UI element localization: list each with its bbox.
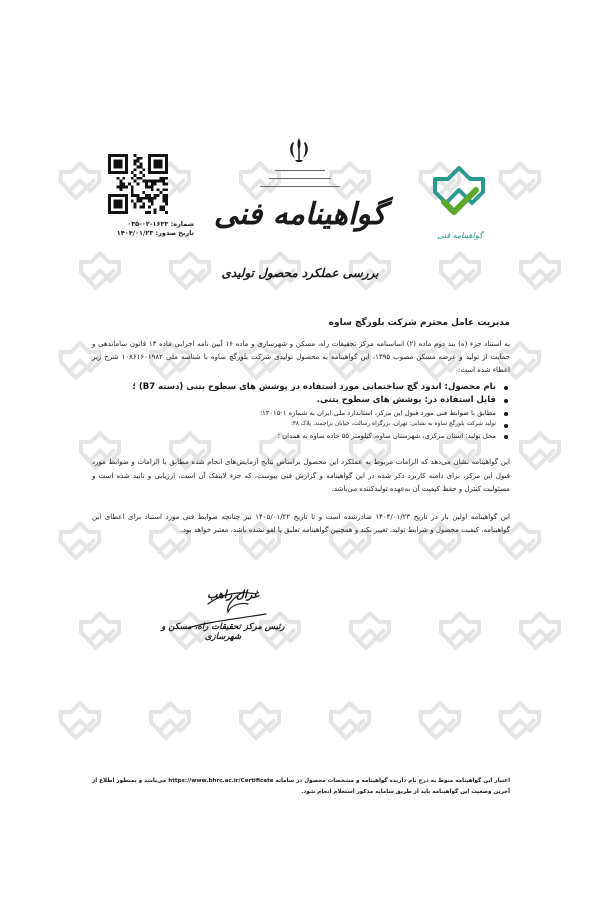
list-item-address: تولید شرکت بلورگچ ساوه به نشانی: تهران، بزرگراه رسالت، خیابان بزاجمند، پلاک ۳۸؛ bbox=[92, 419, 510, 430]
intro-paragraph: به استناد جزء (ه) بند دوم ماده (۲) اساسنامه مرکز تحقیقات راه، مسکن و شهرسازی و ماده ۱۶ آیین نامه اجرایی ماده ۱۴ قانون ساماندهی و حمایت از تولید و عرضه مسکن مصوب ۱۳۹۵، این گواهینامه به محصول تولیدی شرکت بلورگچ ساوه با شناسه ملی ۱۰۸۶۱۶۰۱۹۸۲ شرح زیر اعطاء شده است: bbox=[92, 340, 511, 374]
salutation: مدیریت عامل محترم شرکت بلورگچ ساوه bbox=[328, 318, 510, 328]
watermark-logo-icon bbox=[517, 430, 563, 476]
watermark-logo-icon bbox=[77, 610, 123, 656]
list-item-production-site: محل تولید: استان مرکزی، شهرستان ساوه، کیلومتر ۵۵ جاده ساوه به همدان ؛ bbox=[92, 430, 510, 442]
list-item-product-name: نام محصول: اندود گچ ساختمانی مورد استفاده در پوشش های سطوح بتنی (دسته B7) ؛ bbox=[92, 381, 510, 394]
issue-info bbox=[104, 220, 194, 238]
list-item-standard: مطابق با ضوابط فنی مورد قبول این مرکز، استاندارد ملی ایران به شماره ۱-۱۲۰۱۵؛ bbox=[92, 407, 510, 419]
certificate-number: شماره: ۱۶۳۳-۰۲-۰۳۵ bbox=[127, 220, 194, 228]
footer-note: اعتبار این گواهینامه منوط به درج نام دارنده گواهینامه و مشخصات محصول در سامانه https://www.bhrc.ac.ir/Certificate می‌باشد و بمنظور اطلاع از آخرین وضعیت این گواهینامه باید از طریق سامانه مذکور استعلام انجام شود. bbox=[92, 778, 510, 795]
validity-paragraph: این گواهینامه اولین بار در تاریخ ۱۴۰۴/۰۱/۲۳ صادرشده است و تا تاریخ ۱۴۰۵/۰۱/۲۲ نیز چنانچه ضوابط فنی مورد استناد برای اعطای این گواهینامه، کیفیت محصول و شرایط تولید، تغییر نکند و همچنین گواهینامه تعلیق یا لغو نشده باشد، معتبر خواهد بود. bbox=[92, 512, 510, 534]
signatory-title: رئیس مرکز تحقیقات راه، مسکن و شهرسازی bbox=[161, 622, 285, 642]
watermark-logo-icon bbox=[437, 610, 483, 656]
certificate-subtitle: بررسی عملکرد محصول تولیدی bbox=[221, 266, 379, 280]
watermark-logo-icon bbox=[417, 700, 463, 746]
watermark-logo-icon bbox=[497, 700, 543, 746]
technical-certificate-logo-icon bbox=[430, 166, 488, 220]
watermark-logo-icon bbox=[437, 250, 483, 296]
iran-emblem-icon bbox=[286, 136, 312, 164]
certificate-title: گواهینامه فنی bbox=[213, 197, 387, 232]
watermark-logo-icon bbox=[57, 700, 103, 746]
watermark-logo-icon bbox=[347, 610, 393, 656]
list-item-application: قابل استفاده در: پوشش های سطوح بتنی. bbox=[92, 394, 510, 407]
product-details-list bbox=[92, 381, 510, 442]
watermark-logo-icon bbox=[147, 700, 193, 746]
watermark-logo-icon bbox=[497, 160, 543, 206]
organization-header bbox=[252, 165, 348, 187]
issue-date: تاریخ صدور: ۱۴۰۴/۰۱/۲۳ bbox=[116, 229, 194, 237]
watermark-logo-icon bbox=[237, 700, 283, 746]
letter-body bbox=[92, 318, 510, 538]
watermark-logo-icon bbox=[327, 700, 373, 746]
watermark-logo-icon bbox=[517, 610, 563, 656]
compliance-paragraph: این گواهینامه نشان می‌دهد که الزامات مربوط به عملکرد این محصول براساس نتایج آزمایش‌های انجام شده مطابق با الزامات و ضوابط مورد قبول این مرکز، برای دامنه کاربرد ذکر شده در این گواهینامه و گزارش فنی پیوست، که جزء لاینفک آن است، ارزیابی و تایید شده است و مسئولیت کنترل و حفظ کیفیت آن به‌عهده تولیدکننده می‌باشد. bbox=[92, 458, 510, 493]
watermark-logo-icon bbox=[167, 250, 213, 296]
watermark-logo-icon bbox=[57, 160, 103, 206]
signatory-name: غزال راهب bbox=[207, 588, 259, 601]
watermark-logo-icon bbox=[517, 250, 563, 296]
qr-code[interactable] bbox=[108, 154, 168, 214]
logo-caption: گواهینامه فنی bbox=[437, 231, 483, 240]
watermark-logo-icon bbox=[77, 250, 123, 296]
